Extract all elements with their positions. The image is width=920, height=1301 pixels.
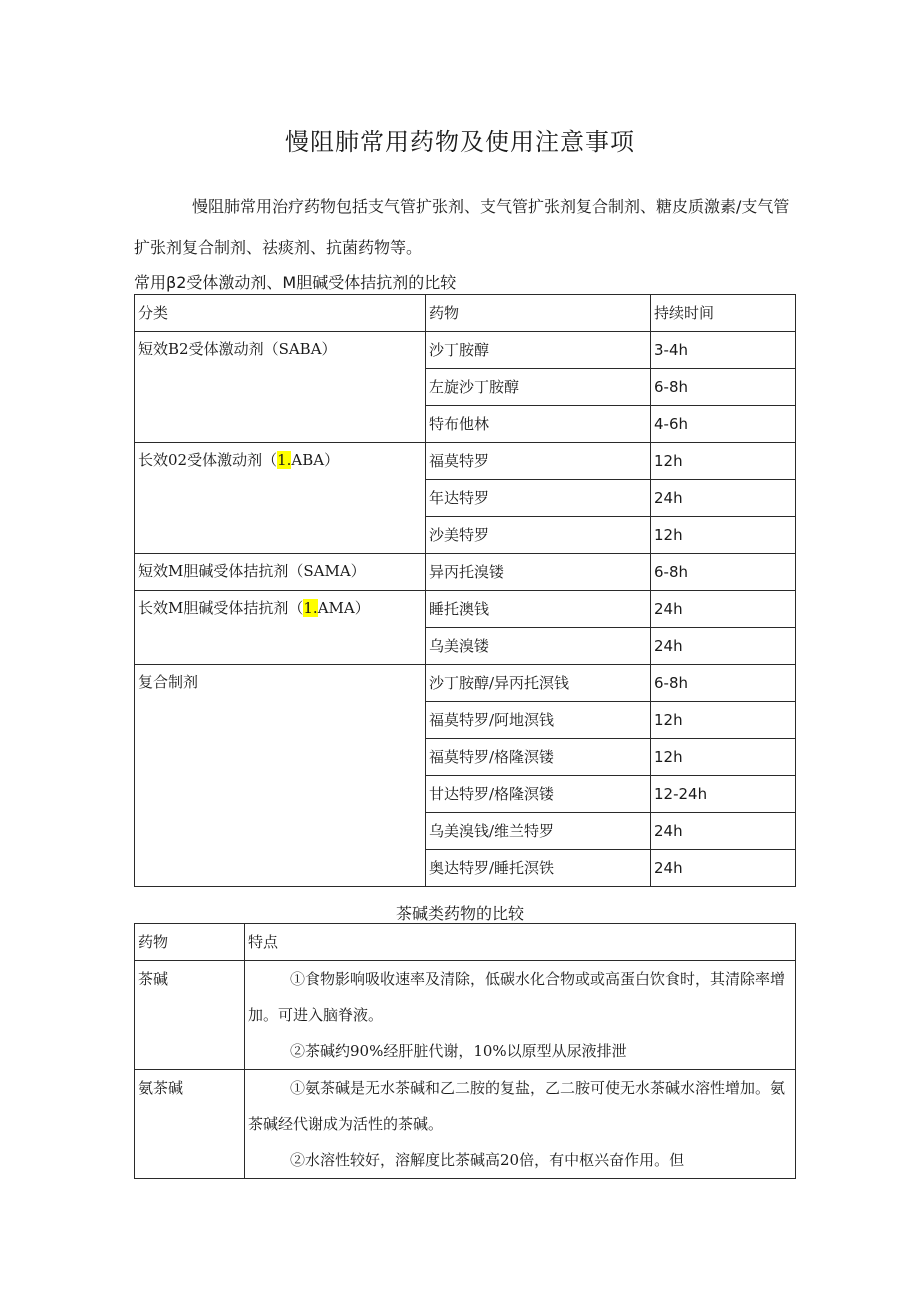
feature-cell xyxy=(245,1070,796,1179)
drug-cell: 福莫特罗/格隆溟镂 xyxy=(426,739,651,776)
drug-cell: 沙美特罗 xyxy=(426,517,651,554)
drug-cell: 氨茶碱 xyxy=(135,1070,245,1179)
drug-cell: 茶碱 xyxy=(135,961,245,1070)
page-title: 慢阻肺常用药物及使用注意事项 xyxy=(285,128,635,156)
table1-caption: 常用β2受体激动剂、M胆碱受体拮抗剂的比较 xyxy=(134,273,457,292)
feature-paragraph xyxy=(248,961,792,1033)
feature-text: ①氨茶碱是无水茶碱和乙二胺的复盐，乙二胺可使无水茶碱水溶性增加。氨茶碱经代谢成为活性的茶碱。 xyxy=(248,1079,786,1133)
feature-text: ②茶碱约90%经肝脏代谢，10%以原型从尿液排泄 xyxy=(290,1042,627,1060)
duration-cell: 3-4h xyxy=(651,332,796,369)
duration-cell: 24h xyxy=(651,628,796,665)
category-text: ABA） xyxy=(291,451,340,469)
theophylline-table xyxy=(134,923,796,1179)
category-cell xyxy=(135,591,426,665)
duration-cell: 4-6h xyxy=(651,406,796,443)
table-header-row xyxy=(135,924,796,961)
table-row xyxy=(135,443,796,480)
category-cell: 复合制剂 xyxy=(135,665,426,887)
table-row xyxy=(135,665,796,702)
drug-cell: 福莫特罗 xyxy=(426,443,651,480)
duration-cell: 12h xyxy=(651,443,796,480)
duration-cell: 12-24h xyxy=(651,776,796,813)
table-header-row xyxy=(135,295,796,332)
duration-cell: 12h xyxy=(651,702,796,739)
duration-cell: 24h xyxy=(651,813,796,850)
drug-cell: 特布他林 xyxy=(426,406,651,443)
header-drug: 药物 xyxy=(135,924,245,961)
header-duration: 持续时间 xyxy=(651,295,796,332)
duration-cell: 6-8h xyxy=(651,369,796,406)
table-row xyxy=(135,961,796,1070)
duration-cell: 6-8h xyxy=(651,554,796,591)
drug-cell: 左旋沙丁胺醇 xyxy=(426,369,651,406)
category-text: AMA） xyxy=(317,599,370,617)
category-text: 长效M胆碱受体拮抗剂（ xyxy=(138,599,304,617)
highlighted-text: 1. xyxy=(277,451,292,469)
table2-caption: 茶碱类药物的比较 xyxy=(395,904,524,923)
duration-cell: 6-8h xyxy=(651,665,796,702)
drug-cell: 年达特罗 xyxy=(426,480,651,517)
feature-paragraph xyxy=(248,1070,792,1142)
category-text: 长效02受体激动剂（ xyxy=(138,451,278,469)
header-category: 分类 xyxy=(135,295,426,332)
duration-cell: 24h xyxy=(651,480,796,517)
duration-cell: 12h xyxy=(651,739,796,776)
feature-text: ①食物影响吸收速率及清除，低碳水化合物或或高蛋白饮食时，其清除率增加。可进入脑脊液。 xyxy=(248,970,786,1024)
drug-cell: 甘达特罗/格隆溟镂 xyxy=(426,776,651,813)
table-row xyxy=(135,591,796,628)
drug-cell: 奥达特罗/睡托溟铁 xyxy=(426,850,651,887)
header-feature: 特点 xyxy=(245,924,796,961)
duration-cell: 24h xyxy=(651,591,796,628)
drug-cell: 沙丁胺醇/异丙托溟钱 xyxy=(426,665,651,702)
highlighted-text: 1. xyxy=(303,599,318,617)
intro-text: 慢阻肺常用治疗药物包括支气管扩张剂、支气管扩张剂复合制剂、糖皮质激素/支气管扩张剂复合制剂、祛痰剂、抗菌药物等。 xyxy=(134,197,790,257)
category-cell xyxy=(135,443,426,554)
feature-paragraph xyxy=(248,1033,792,1069)
drug-cell: 沙丁胺醇 xyxy=(426,332,651,369)
table-row xyxy=(135,554,796,591)
table-row xyxy=(135,332,796,369)
drug-cell: 乌美溴钱/维兰特罗 xyxy=(426,813,651,850)
agonist-antagonist-table xyxy=(134,294,796,887)
drug-cell: 睡托澳钱 xyxy=(426,591,651,628)
category-cell: 短效M胆碱受体拮抗剂（SAMA） xyxy=(135,554,426,591)
category-cell: 短效B2受体激动剂（SABA） xyxy=(135,332,426,443)
feature-text: ②水溶性较好，溶解度比茶碱高20倍，有中枢兴奋作用。但 xyxy=(290,1151,685,1169)
drug-cell: 乌美溴镂 xyxy=(426,628,651,665)
duration-cell: 12h xyxy=(651,517,796,554)
drug-cell: 福莫特罗/阿地溟钱 xyxy=(426,702,651,739)
feature-cell xyxy=(245,961,796,1070)
table-row xyxy=(135,1070,796,1179)
drug-cell: 异丙托溴镂 xyxy=(426,554,651,591)
duration-cell: 24h xyxy=(651,850,796,887)
intro-paragraph xyxy=(134,186,796,268)
feature-paragraph xyxy=(248,1142,792,1178)
header-drug: 药物 xyxy=(426,295,651,332)
